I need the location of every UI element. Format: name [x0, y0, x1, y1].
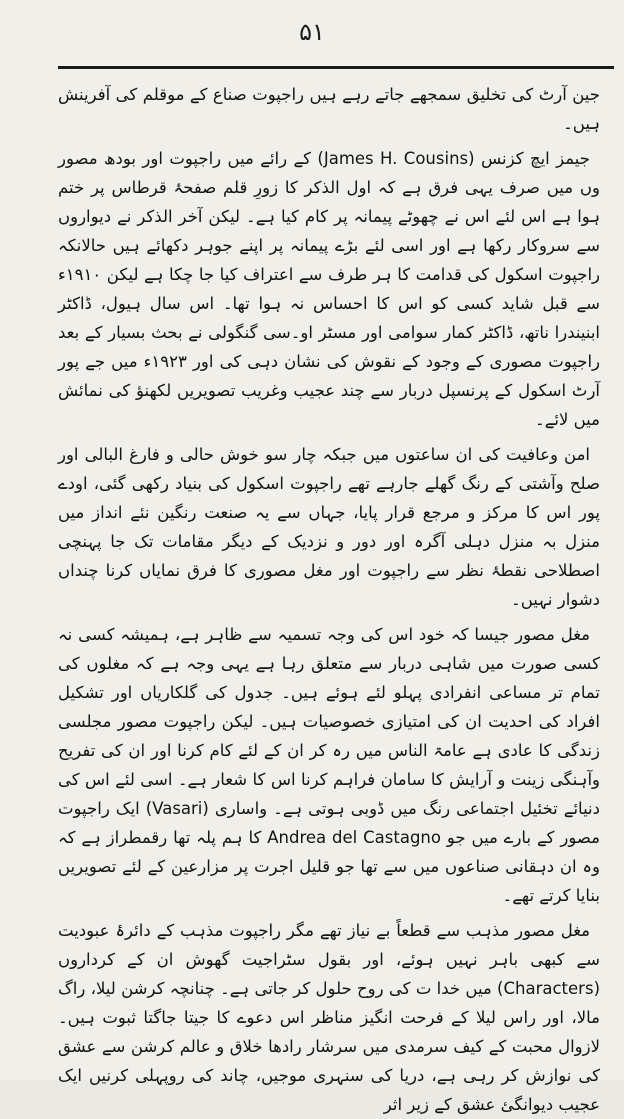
paragraph-2: جیمز ایچ کزنس (James H. Cousins) کے رائے میں راجپوت اور بودھ مصور وں میں صرف یہی فرق ہے کہ اول الذکر کا زورِ قلم صفحۂ قرطاس پر ختم ہوا ہے اس لئے اس نے چھوٹے پیمانہ پر کام کیا ہے۔ لیکن آخر الذکر نے دیواروں سے سروکار رکھا ہے اور اسی لئے بڑے پیمانہ پر اپنے جوہر دکھائے ہیں حالانکہ راجپوت اسکول کی قدامت کا ہر طرف سے اعتراف کیا جا چکا ہے لیکن ۱۹۱۰ء سے قبل شاید کسی کو اس کا احساس نہ ہوا تھا۔ اس سال ہیول، ڈاکٹر ابنیندرا ناتھ، ڈاکٹر کمار سوامی اور مسٹر او۔سی گنگولی نے بحث بسیار کے بعد راجپوت مصوری کے وجود کے نقوش کی نشان دہی کی اور ۱۹۲۳ء میں جے پور آرٹ اسکول کے پرنسپل دربار سے چند عجیب وغریب تصویریں لکھنؤ کی نمائش میں لائے۔ — [58, 149, 600, 429]
paragraph-1: جین آرٹ کی تخلیق سمجھے جاتے رہے ہیں راجپوت صناع کے موقلم کی آفرینش ہیں۔ — [58, 85, 600, 133]
paragraph-3: امن وعافیت کی ان ساعتوں میں جبکہ چار سو خوش حالی و فارغ البالی اور صلح وآشتی کے رنگ گھلے جارہے تھے راجپوت اسکول کی بنیاد رکھی گئی، اودے پور اس کا مرکز و مرجع قرار پایا، جہاں سے یہ صنعت رنگین نئے انداز میں منزل بہ منزل دہلی آگرہ اور دور و نزدیک کے دیگر مقامات تک جا پہنچی اصطلاحی نقطۂ نظر سے راجپوت اور مغل مصوری کا فرق نمایاں کرنا چنداں دشوار نہیں۔ — [58, 445, 600, 609]
body-text — [58, 80, 601, 1114]
paragraph-5: مغل مصور مذہب سے قطعاً بے نیاز تھے مگر راجپوت مذہب کے دائرۂ عبودیت سے کبھی باہر نہیں ہوئے، اور بقول سٹراجیت گھوش ان کے کرداروں (Characters) میں خدا ت کی روح حلول کر جاتی ہے۔ چنانچہ کرشن لیلا، راگ مالا، اور راس لیلا کے فرحت انگیز مناظر اس دعوے کا جیتا جاگتا ثبوت ہیں۔ لازوال محبت کے کیف سرمدی میں سرشار رادھا خلاق و عالم کرشن سے عشق کی نوازش کر رہی ہے، دریا کی سنہری موجیں، چاند کی روپہلی کرنیں ایک عجیب دیوانگئ عشق کے زیر اثر — [58, 921, 600, 1114]
page-number: ۵۱ — [299, 18, 325, 46]
header-rule — [58, 66, 614, 69]
paragraph-4: مغل مصور جیسا کہ خود اس کی وجہ تسمیہ سے ظاہر ہے، ہمیشہ کسی نہ کسی صورت میں شاہی دربار سے متعلق رہا ہے یہی وجہ ہے کہ مغلوں کی تمام تر مساعی انفرادی پہلو لئے ہوئے ہیں۔ جدول کی گلکاریاں اور تشکیل افراد کی احدیت ان کی امتیازی خصوصیات ہیں۔ لیکن راجپوت مصور مجلسی زندگی کا عادی ہے عامۃ الناس میں رہ کر ان کے لئے کام کرنا اور ان کی تفریح وآہنگی زینت و آرایش کا سامان فراہم کرنا اس کا شعار ہے۔ اسی لئے اس کی دنیائے تخئیل اجتماعی رنگ میں ڈوبی ہوتی ہے۔ واساری (Vasari) ایک راجپوت مصور کے بارے میں جو Andrea del Castagno کا ہم پلہ تھا رقمطراز ہے کہ وہ ان دہقانی صناعوں میں سے تھا جو قلیل اجرت پر مزارعین کے لئے تصویریں بنایا کرتے تھے۔ — [58, 625, 601, 905]
